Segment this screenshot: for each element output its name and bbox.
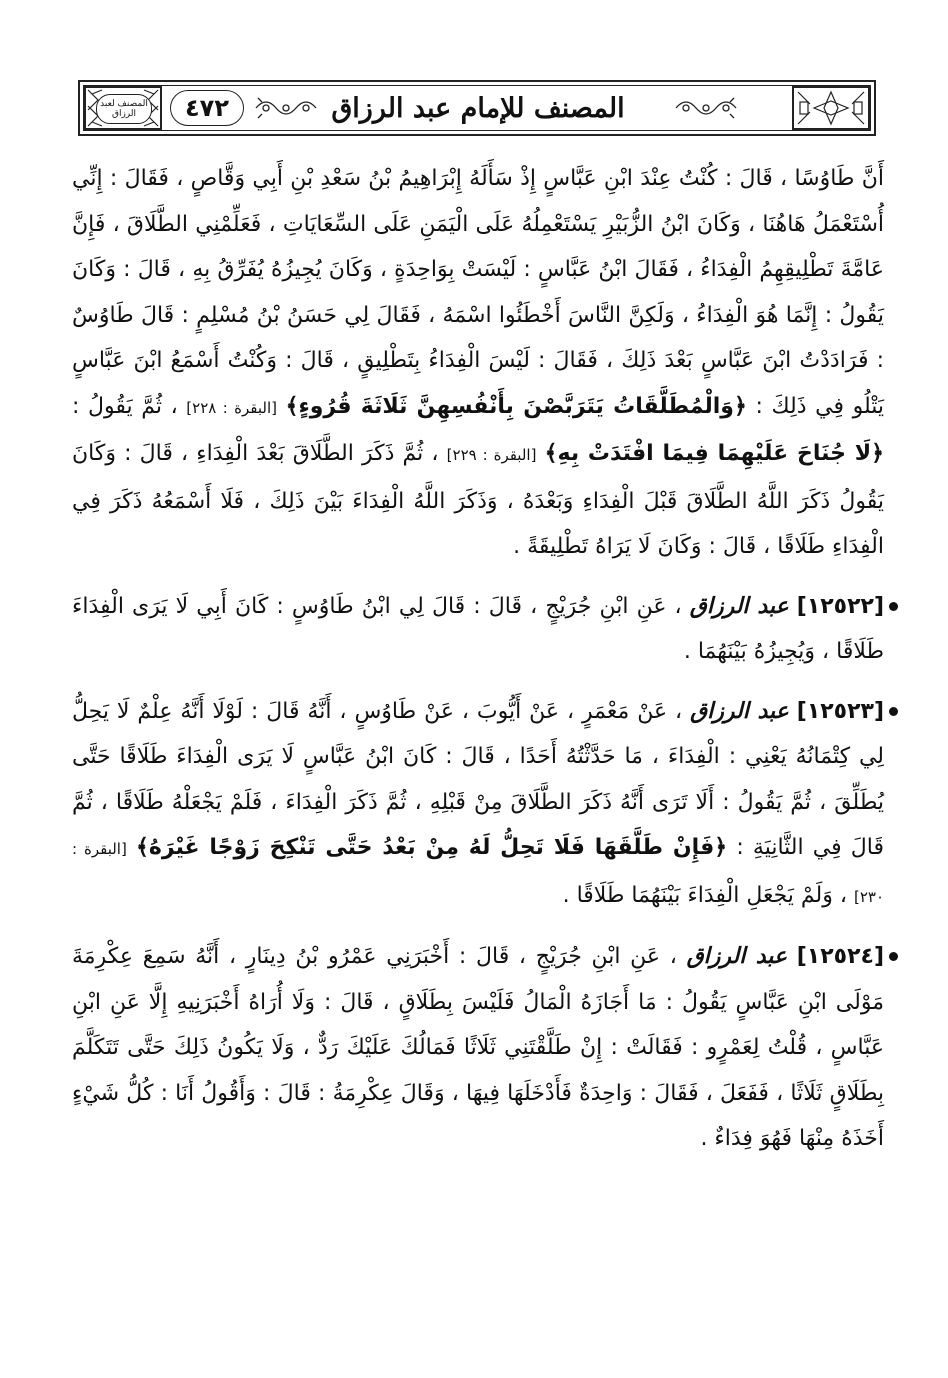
right-ornament-pattern xyxy=(792,86,870,130)
main-text-block xyxy=(72,156,884,1162)
geometric-star-pattern-icon xyxy=(794,88,868,128)
hadith-narrator: عبد الرزاق xyxy=(690,698,789,724)
intro-text-part2: ، ثُمَّ يَقُولُ : xyxy=(72,393,178,419)
hadith-narrator: عبد الرزاق xyxy=(689,593,789,619)
hadith-entry xyxy=(72,584,884,675)
book-seal-label: المصنف لعبد الرزاق xyxy=(96,94,152,124)
hadith-number: [١٢٥٢٤] xyxy=(796,944,884,969)
hadith-number: [١٢٥٢٣] xyxy=(796,698,885,724)
sura-reference: [البقرة : ٢٣٠] xyxy=(72,840,884,906)
intro-text-part3: ، ثُمَّ ذَكَرَ الطَّلَاقَ بَعْدَ الْفِدَاءِ ، قَالَ : وَكَانَ يَقُولُ ذَكَرَ اللَّهُ الطَّلَاقَ قَبْلَ الْفِدَاءِ وَبَعْدَهُ ، وَذَكَرَ اللَّهُ الْفِدَاءَ بَيْنَ ذَلِكَ ، فَلَا أَسْمَعُهُ ذَكَرَ فِي الْفِدَاءِ طَلَاقًا ، قَالَ : وَكَانَ لَا يَرَاهُ تَطْلِيقَةً . xyxy=(72,441,884,559)
intro-text-part1: أَنَّ طَاوُسًا ، قَالَ : كُنْتُ عِنْدَ ابْنِ عَبَّاسٍ إِذْ سَأَلَهُ إِبْرَاهِيمُ بْنُ سَعْدِ بْنِ أَبِي وَقَّاصٍ ، فَقَالَ : إِنِّي أُسْتَعْمَلُ هَاهُنَا ، وَكَانَ ابْنُ الزُّبَيْرِ يَسْتَعْمِلُهُ عَلَى الْيَمَنِ عَلَى السِّعَايَاتِ ، فَعَلِّمْنِي الطَّلَاقَ ، فَإِنَّ عَامَّةَ تَطْلِيقِهِمُ الْفِدَاءُ ، فَقَالَ ابْنُ عَبَّاسٍ : لَيْسَتْ بِوَاحِدَةٍ ، وَكَانَ يُجِيزُهُ يُفَرِّقُ بِهِ ، قَالَ : وَكَانَ يَقُولُ : إِنَّمَا هُوَ الْفِدَاءُ ، وَلَكِنَّ النَّاسَ أَخْطَئُوا اسْمَهُ ، فَقَالَ لِي حَسَنُ بْنُ مُسْلِمٍ : قَالَ طَاوُسٌ : فَرَادَدْتُ ابْنَ عَبَّاسٍ بَعْدَ ذَلِكَ ، فَقَالَ : لَيْسَ الْفِدَاءُ بِتَطْلِيقٍ ، قَالَ : وَكُنْتُ أَسْمَعُ ابْنَ عَبَّاسٍ يَتْلُو فِي ذَلِكَ : xyxy=(72,166,884,419)
sura-reference: [البقرة : ٢٢٩] xyxy=(446,446,537,464)
sura-reference: [البقرة : ٢٢٨] xyxy=(186,398,277,417)
hadith-entry xyxy=(72,934,884,1162)
hadith-text-tail: ، وَلَمْ يَجْعَلِ الْفِدَاءَ بَيْنَهُمَا طَلَاقًا . xyxy=(562,882,847,908)
intro-paragraph xyxy=(72,156,884,570)
left-ornament-seal xyxy=(84,86,162,130)
quran-verse: ﴿وَالْمُطَلَّقَاتُ يَتَرَبَّصْنَ بِأَنْفُسِهِنَّ ثَلَاثَةَ قُرُوءٍ﴾ xyxy=(285,393,747,419)
page-number: ٤٧٢ xyxy=(166,88,248,128)
hadith-number: [١٢٥٢٢] xyxy=(796,593,885,619)
hadith-text: ، عَنِ ابْنِ جُرَيْجٍ ، قَالَ : قَالَ لِي ابْنُ طَاوُسٍ : كَانَ أَبِي لَا يَرَى الْفِدَاءَ طَلَاقًا ، وَيُجِيزُهُ بَيْنَهُمَا . xyxy=(72,593,884,664)
quran-verse: ﴿لَا جُنَاحَ عَلَيْهِمَا فِيمَا افْتَدَتْ بِهِ﴾ xyxy=(544,441,885,466)
running-title: المصنف للإمام عبد الرزاق xyxy=(331,92,625,124)
hadith-text: ، عَنْ مَعْمَرٍ ، عَنْ أَيُّوبَ ، عَنْ طَاوُسٍ ، أَنَّهُ قَالَ : لَوْلَا أَنَّهُ عِلْمٌ لَا يَحِلُّ لِي كِتْمَانُهُ يَعْنِي : الْفِدَاءَ ، مَا حَدَّثْتُهُ أَحَدًا ، قَالَ : كَانَ ابْنُ عَبَّاسٍ لَا يَرَى الْفِدَاءَ طَلَاقًا حَتَّى يُطَلِّقَ ، ثُمَّ يَقُولُ : أَلَا تَرَى أَنَّهُ ذَكَرَ الطَّلَاقَ مِنْ قَبْلِهِ ، ثُمَّ ذَكَرَ الْفِدَاءَ ، فَلَمْ يَجْعَلْهُ طَلَاقًا ، ثُمَّ قَالَ فِي الثَّانِيَةِ : xyxy=(72,698,884,860)
hadith-entry xyxy=(72,689,884,921)
page-header xyxy=(78,80,876,136)
hadith-narrator: عبد الرزاق xyxy=(686,944,788,969)
quran-verse: ﴿فَإِنْ طَلَّقَهَا فَلَا تَحِلُّ لَهُ مِنْ بَعْدُ حَتَّى تَنْكِحَ زَوْجًا غَيْرَهُ﴾ xyxy=(136,835,728,860)
hadith-text: ، عَنِ ابْنِ جُرَيْجٍ ، قَالَ : أَخْبَرَنِي عَمْرُو بْنُ دِينَارٍ ، أَنَّهُ سَمِعَ عِكْرِمَةَ مَوْلَى ابْنِ عَبَّاسٍ يَقُولُ : مَا أَجَازَهُ الْمَالُ فَلَيْسَ بِطَلَاقٍ ، قَالَ : وَلَا أُرَاهُ أَخْبَرَنِيهِ إِلَّا عَنِ ابْنِ عَبَّاسٍ ، قُلْتُ لِعَمْرٍو : فَقَالَتْ : إِنْ طَلَّقْتَنِي ثَلَاثًا فَمَالُكَ عَلَيْكَ رَدٌّ ، وَلَا يَكُونُ ذَلِكَ حَتَّى تَتَكَلَّمَ بِطَلَاقٍ ثَلَاثًا ، فَفَعَلَ ، فَقَالَ : وَاحِدَةٌ فَأَدْخَلَهَا فِيهَا ، وَقَالَ عِكْرِمَةُ : قَالَ : وَأَقُولُ أَنَا : كُلُّ شَيْءٍ أَخَذَهُ مِنْهَا فَهُوَ فِدَاءٌ . xyxy=(72,944,884,1151)
right-title-ornament-icon xyxy=(638,94,738,122)
